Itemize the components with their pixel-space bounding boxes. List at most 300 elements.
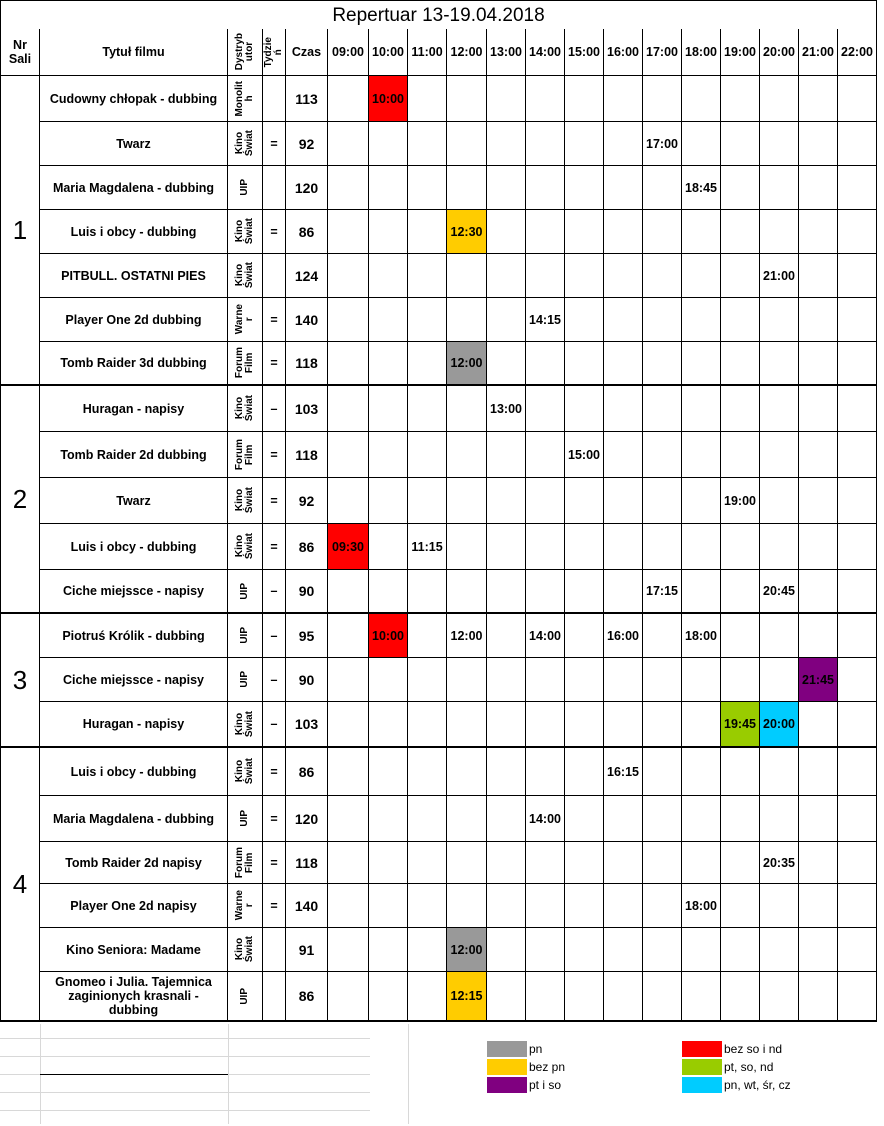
film-week-change <box>263 254 286 298</box>
film-title: Cudowny chłopak - dubbing <box>40 76 228 122</box>
film-distributor-text: Kino Świat <box>234 130 255 157</box>
showtime-slot <box>604 972 643 1022</box>
showtime-slot <box>369 972 408 1022</box>
legend-label: bez so i nd <box>724 1042 783 1056</box>
film-distributor <box>228 842 263 884</box>
showtime-slot <box>369 478 408 524</box>
sheet-gridline <box>0 1092 370 1093</box>
showtime-slot <box>643 524 682 570</box>
showtime: 18:00 <box>682 884 721 928</box>
showtime-slot <box>799 298 838 342</box>
film-duration: 140 <box>286 298 328 342</box>
showtime-slot <box>604 658 643 702</box>
showtime-slot <box>328 342 369 386</box>
showtime-slot <box>526 842 565 884</box>
showtime: 20:00 <box>760 702 799 748</box>
showtime-slot <box>721 658 760 702</box>
header-hour: 12:00 <box>447 29 487 76</box>
film-distributor <box>228 928 263 972</box>
showtime-slot <box>369 386 408 432</box>
film-distributor-text: Kino Świat <box>234 218 255 245</box>
film-week-change: = <box>263 122 286 166</box>
film-title: Luis i obcy - dubbing <box>40 748 228 796</box>
film-week-change: – <box>263 702 286 748</box>
showtime-slot <box>604 928 643 972</box>
showtime-slot <box>682 748 721 796</box>
showtime-slot <box>799 166 838 210</box>
header-hour: 22:00 <box>838 29 877 76</box>
showtime-slot <box>526 254 565 298</box>
film-distributor <box>228 614 263 658</box>
film-distributor <box>228 210 263 254</box>
showtime-slot <box>721 166 760 210</box>
showtime-slot <box>487 210 526 254</box>
showtime-slot <box>565 342 604 386</box>
header-film-title: Tytuł filmu <box>40 29 228 76</box>
film-duration: 90 <box>286 658 328 702</box>
showtime-slot <box>760 928 799 972</box>
film-distributor-text: Kino Świat <box>234 758 255 785</box>
legend-swatch <box>487 1059 527 1075</box>
showtime-slot <box>838 432 877 478</box>
showtime-slot <box>838 254 877 298</box>
showtime-slot <box>328 254 369 298</box>
showtime-slot <box>721 570 760 614</box>
showtime-slot <box>799 386 838 432</box>
showtime: 09:30 <box>328 524 369 570</box>
showtime: 12:15 <box>447 972 487 1022</box>
film-distributor <box>228 432 263 478</box>
showtime-slot <box>760 386 799 432</box>
showtime-slot <box>526 928 565 972</box>
sheet-gridline <box>0 1110 370 1111</box>
showtime-slot <box>447 524 487 570</box>
showtime-slot <box>760 614 799 658</box>
signature-line <box>40 1074 228 1075</box>
showtime-slot <box>838 702 877 748</box>
showtime-slot <box>721 210 760 254</box>
film-week-change: – <box>263 614 286 658</box>
film-distributor-text: Forum Film <box>234 438 255 471</box>
showtime-slot <box>682 972 721 1022</box>
showtime: 14:15 <box>526 298 565 342</box>
showtime: 16:00 <box>604 614 643 658</box>
film-distributor <box>228 884 263 928</box>
showtime-slot <box>408 432 447 478</box>
legend-label: pn <box>529 1042 543 1056</box>
film-duration: 95 <box>286 614 328 658</box>
film-week-change: = <box>263 298 286 342</box>
showtime-slot <box>369 342 408 386</box>
film-duration: 113 <box>286 76 328 122</box>
film-distributor <box>228 166 263 210</box>
header-hour: 13:00 <box>487 29 526 76</box>
showtime-slot <box>760 298 799 342</box>
showtime: 19:45 <box>721 702 760 748</box>
film-duration: 91 <box>286 928 328 972</box>
room-number: 2 <box>0 386 40 614</box>
showtime-slot <box>604 342 643 386</box>
showtime-slot <box>328 432 369 478</box>
film-distributor <box>228 122 263 166</box>
film-duration: 120 <box>286 796 328 842</box>
film-duration: 103 <box>286 386 328 432</box>
showtime-slot <box>838 298 877 342</box>
showtime-slot <box>760 432 799 478</box>
showtime: 17:15 <box>643 570 682 614</box>
showtime-slot <box>408 972 447 1022</box>
film-title: Player One 2d dubbing <box>40 298 228 342</box>
film-distributor-text: UIP <box>239 582 250 600</box>
film-title: Ciche miejssce - napisy <box>40 570 228 614</box>
showtime-slot <box>799 796 838 842</box>
film-week-change: = <box>263 884 286 928</box>
showtime-slot <box>526 432 565 478</box>
showtime-slot <box>565 884 604 928</box>
showtime-slot <box>682 524 721 570</box>
film-title: Luis i obcy - dubbing <box>40 524 228 570</box>
showtime-slot <box>487 342 526 386</box>
showtime-slot <box>487 884 526 928</box>
legend-swatch <box>682 1059 722 1075</box>
room-number: 3 <box>0 614 40 748</box>
film-distributor <box>228 972 263 1022</box>
showtime-slot <box>447 298 487 342</box>
showtime-slot <box>799 928 838 972</box>
showtime-slot <box>838 884 877 928</box>
showtime-slot <box>447 748 487 796</box>
showtime-slot <box>447 254 487 298</box>
showtime-slot <box>369 166 408 210</box>
showtime-slot <box>799 570 838 614</box>
legend-swatch <box>487 1041 527 1057</box>
showtime-slot <box>565 478 604 524</box>
film-week-change: – <box>263 570 286 614</box>
showtime-slot <box>408 298 447 342</box>
showtime-slot <box>487 972 526 1022</box>
legend-label: pt i so <box>529 1078 562 1092</box>
sheet-gridline <box>0 1038 370 1039</box>
showtime-slot <box>408 210 447 254</box>
showtime-slot <box>408 166 447 210</box>
legend-swatch <box>682 1041 722 1057</box>
showtime-slot <box>408 748 447 796</box>
film-distributor <box>228 342 263 386</box>
film-week-change: – <box>263 658 286 702</box>
showtime: 12:30 <box>447 210 487 254</box>
showtime-slot <box>328 928 369 972</box>
showtime-slot <box>643 478 682 524</box>
film-distributor-text: UIP <box>239 179 250 196</box>
showtime-slot <box>565 972 604 1022</box>
showtime-slot <box>838 796 877 842</box>
film-week-change <box>263 76 286 122</box>
showtime: 10:00 <box>369 614 408 658</box>
showtime-slot <box>604 432 643 478</box>
showtime-slot <box>408 386 447 432</box>
film-duration: 90 <box>286 570 328 614</box>
showtime-slot <box>799 842 838 884</box>
showtime-slot <box>799 432 838 478</box>
showtime-slot <box>682 796 721 842</box>
showtime-slot <box>408 122 447 166</box>
film-duration: 103 <box>286 702 328 748</box>
legend-label: bez pn <box>529 1060 566 1074</box>
film-title: Maria Magdalena - dubbing <box>40 796 228 842</box>
header-hour: 09:00 <box>328 29 369 76</box>
showtime-slot <box>526 166 565 210</box>
showtime-slot <box>526 748 565 796</box>
showtime-slot <box>838 76 877 122</box>
showtime-slot <box>721 796 760 842</box>
showtime-slot <box>408 884 447 928</box>
showtime-slot <box>565 748 604 796</box>
showtime-slot <box>682 386 721 432</box>
showtime-slot <box>838 928 877 972</box>
showtime: 15:00 <box>565 432 604 478</box>
film-title: Twarz <box>40 122 228 166</box>
film-title: Kino Seniora: Madame <box>40 928 228 972</box>
showtime: 14:00 <box>526 614 565 658</box>
legend-swatch <box>682 1077 722 1093</box>
film-distributor <box>228 386 263 432</box>
showtime-slot <box>565 210 604 254</box>
showtime: 12:00 <box>447 342 487 386</box>
showtime-slot <box>838 210 877 254</box>
showtime-slot <box>487 842 526 884</box>
showtime-slot <box>328 972 369 1022</box>
showtime: 18:00 <box>682 614 721 658</box>
film-distributor-text: UIP <box>239 671 250 688</box>
showtime-slot <box>682 478 721 524</box>
showtime-slot <box>526 524 565 570</box>
film-distributor-text: Kino Świat <box>234 710 255 738</box>
film-distributor <box>228 796 263 842</box>
showtime-slot <box>487 166 526 210</box>
showtime-slot <box>526 570 565 614</box>
film-title: Maria Magdalena - dubbing <box>40 166 228 210</box>
showtime-slot <box>682 254 721 298</box>
showtime: 10:00 <box>369 76 408 122</box>
film-week-change: = <box>263 478 286 524</box>
showtime-slot <box>721 884 760 928</box>
showtime-slot <box>565 842 604 884</box>
film-distributor <box>228 478 263 524</box>
showtime-slot <box>565 298 604 342</box>
showtime-slot <box>838 972 877 1022</box>
film-title: Tomb Raider 3d dubbing <box>40 342 228 386</box>
legend-label: pt, so, nd <box>724 1060 774 1074</box>
showtime-slot <box>487 748 526 796</box>
showtime-slot <box>487 478 526 524</box>
showtime-slot <box>643 432 682 478</box>
showtime-slot <box>760 748 799 796</box>
showtime-slot <box>838 342 877 386</box>
showtime-slot <box>604 386 643 432</box>
header-hour: 21:00 <box>799 29 838 76</box>
film-distributor <box>228 702 263 748</box>
showtime-slot <box>721 842 760 884</box>
showtime-slot <box>369 702 408 748</box>
film-week-change: = <box>263 842 286 884</box>
showtime-slot <box>604 570 643 614</box>
showtime-slot <box>799 972 838 1022</box>
film-week-change <box>263 928 286 972</box>
showtime-slot <box>328 748 369 796</box>
showtime-slot <box>643 298 682 342</box>
showtime: 12:00 <box>447 614 487 658</box>
header-distributor-text: Dystryb utor <box>234 33 255 71</box>
film-duration: 92 <box>286 122 328 166</box>
showtime-slot <box>447 796 487 842</box>
showtime-slot <box>682 702 721 748</box>
showtime: 19:00 <box>721 478 760 524</box>
showtime-slot <box>487 524 526 570</box>
showtime-slot <box>369 432 408 478</box>
showtime-slot <box>369 928 408 972</box>
showtime-slot <box>643 166 682 210</box>
showtime-slot <box>721 76 760 122</box>
showtime-slot <box>328 386 369 432</box>
showtime-slot <box>760 972 799 1022</box>
showtime-slot <box>447 166 487 210</box>
film-title: Tomb Raider 2d dubbing <box>40 432 228 478</box>
showtime-slot <box>682 928 721 972</box>
showtime-slot <box>643 928 682 972</box>
showtime: 21:45 <box>799 658 838 702</box>
showtime-slot <box>408 796 447 842</box>
showtime-slot <box>328 166 369 210</box>
film-distributor-text: Kino Świat <box>234 533 255 560</box>
film-distributor-text: Kino Świat <box>234 395 255 422</box>
showtime-slot <box>721 614 760 658</box>
showtime: 21:00 <box>760 254 799 298</box>
showtime-slot <box>721 524 760 570</box>
showtime-slot <box>838 658 877 702</box>
film-distributor-text: Forum Film <box>234 347 255 379</box>
showtime-slot <box>328 614 369 658</box>
film-week-change <box>263 166 286 210</box>
showtime-slot <box>799 122 838 166</box>
film-title: Huragan - napisy <box>40 386 228 432</box>
film-distributor <box>228 76 263 122</box>
showtime-slot <box>643 658 682 702</box>
film-week-change: = <box>263 432 286 478</box>
film-distributor-text: Kino Świat <box>234 487 255 514</box>
showtime-slot <box>447 76 487 122</box>
sheet-gridline <box>228 1024 229 1124</box>
showtime-slot <box>760 122 799 166</box>
header-hour: 20:00 <box>760 29 799 76</box>
showtime-slot <box>682 210 721 254</box>
header-hour: 15:00 <box>565 29 604 76</box>
showtime-slot <box>526 702 565 748</box>
showtime-slot <box>721 254 760 298</box>
showtime-slot <box>447 386 487 432</box>
header-room: Nr Sali <box>0 29 40 76</box>
showtime-slot <box>760 166 799 210</box>
showtime-slot <box>682 432 721 478</box>
showtime-slot <box>643 748 682 796</box>
header-hour: 16:00 <box>604 29 643 76</box>
showtime-slot <box>565 928 604 972</box>
header-hour: 19:00 <box>721 29 760 76</box>
showtime-slot <box>604 524 643 570</box>
showtime-slot <box>799 254 838 298</box>
header-hour: 11:00 <box>408 29 447 76</box>
showtime-slot <box>408 842 447 884</box>
showtime-slot <box>487 928 526 972</box>
film-distributor-text: Warne r <box>234 304 255 335</box>
showtime-slot <box>487 122 526 166</box>
film-title: Ciche miejssce - napisy <box>40 658 228 702</box>
film-duration: 86 <box>286 748 328 796</box>
film-title: Piotruś Królik - dubbing <box>40 614 228 658</box>
showtime-slot <box>760 210 799 254</box>
showtime-slot <box>799 614 838 658</box>
showtime-slot <box>526 342 565 386</box>
room-number: 4 <box>0 748 40 1022</box>
showtime-slot <box>682 298 721 342</box>
showtime-slot <box>721 298 760 342</box>
film-week-change: = <box>263 796 286 842</box>
film-title: Luis i obcy - dubbing <box>40 210 228 254</box>
showtime-slot <box>526 478 565 524</box>
header-week-text: Tydzie ń <box>263 36 284 68</box>
film-title: Player One 2d napisy <box>40 884 228 928</box>
showtime-slot <box>408 658 447 702</box>
film-week-change: = <box>263 342 286 386</box>
header-hour: 10:00 <box>369 29 408 76</box>
showtime-slot <box>721 122 760 166</box>
showtime-slot <box>643 842 682 884</box>
room-number: 1 <box>0 76 40 386</box>
showtime-slot <box>760 342 799 386</box>
showtime-slot <box>408 614 447 658</box>
showtime-slot <box>565 122 604 166</box>
showtime-slot <box>447 122 487 166</box>
showtime-slot <box>565 570 604 614</box>
showtime-slot <box>682 76 721 122</box>
showtime-slot <box>408 702 447 748</box>
film-distributor <box>228 524 263 570</box>
showtime-slot <box>328 478 369 524</box>
film-distributor <box>228 254 263 298</box>
showtime-slot <box>328 702 369 748</box>
showtime-slot <box>643 702 682 748</box>
showtime-slot <box>565 254 604 298</box>
showtime-slot <box>799 76 838 122</box>
showtime-slot <box>604 76 643 122</box>
showtime-slot <box>604 166 643 210</box>
showtime-slot <box>721 342 760 386</box>
showtime-slot <box>643 342 682 386</box>
showtime-slot <box>369 748 408 796</box>
showtime-slot <box>487 570 526 614</box>
header-hour: 18:00 <box>682 29 721 76</box>
showtime-slot <box>799 702 838 748</box>
showtime: 11:15 <box>408 524 447 570</box>
showtime: 16:15 <box>604 748 643 796</box>
showtime-slot <box>604 884 643 928</box>
film-distributor-text: UIP <box>239 987 250 1005</box>
showtime-slot <box>328 658 369 702</box>
showtime-slot <box>369 524 408 570</box>
showtime-slot <box>369 210 408 254</box>
showtime-slot <box>838 570 877 614</box>
showtime-slot <box>760 524 799 570</box>
showtime-slot <box>487 614 526 658</box>
